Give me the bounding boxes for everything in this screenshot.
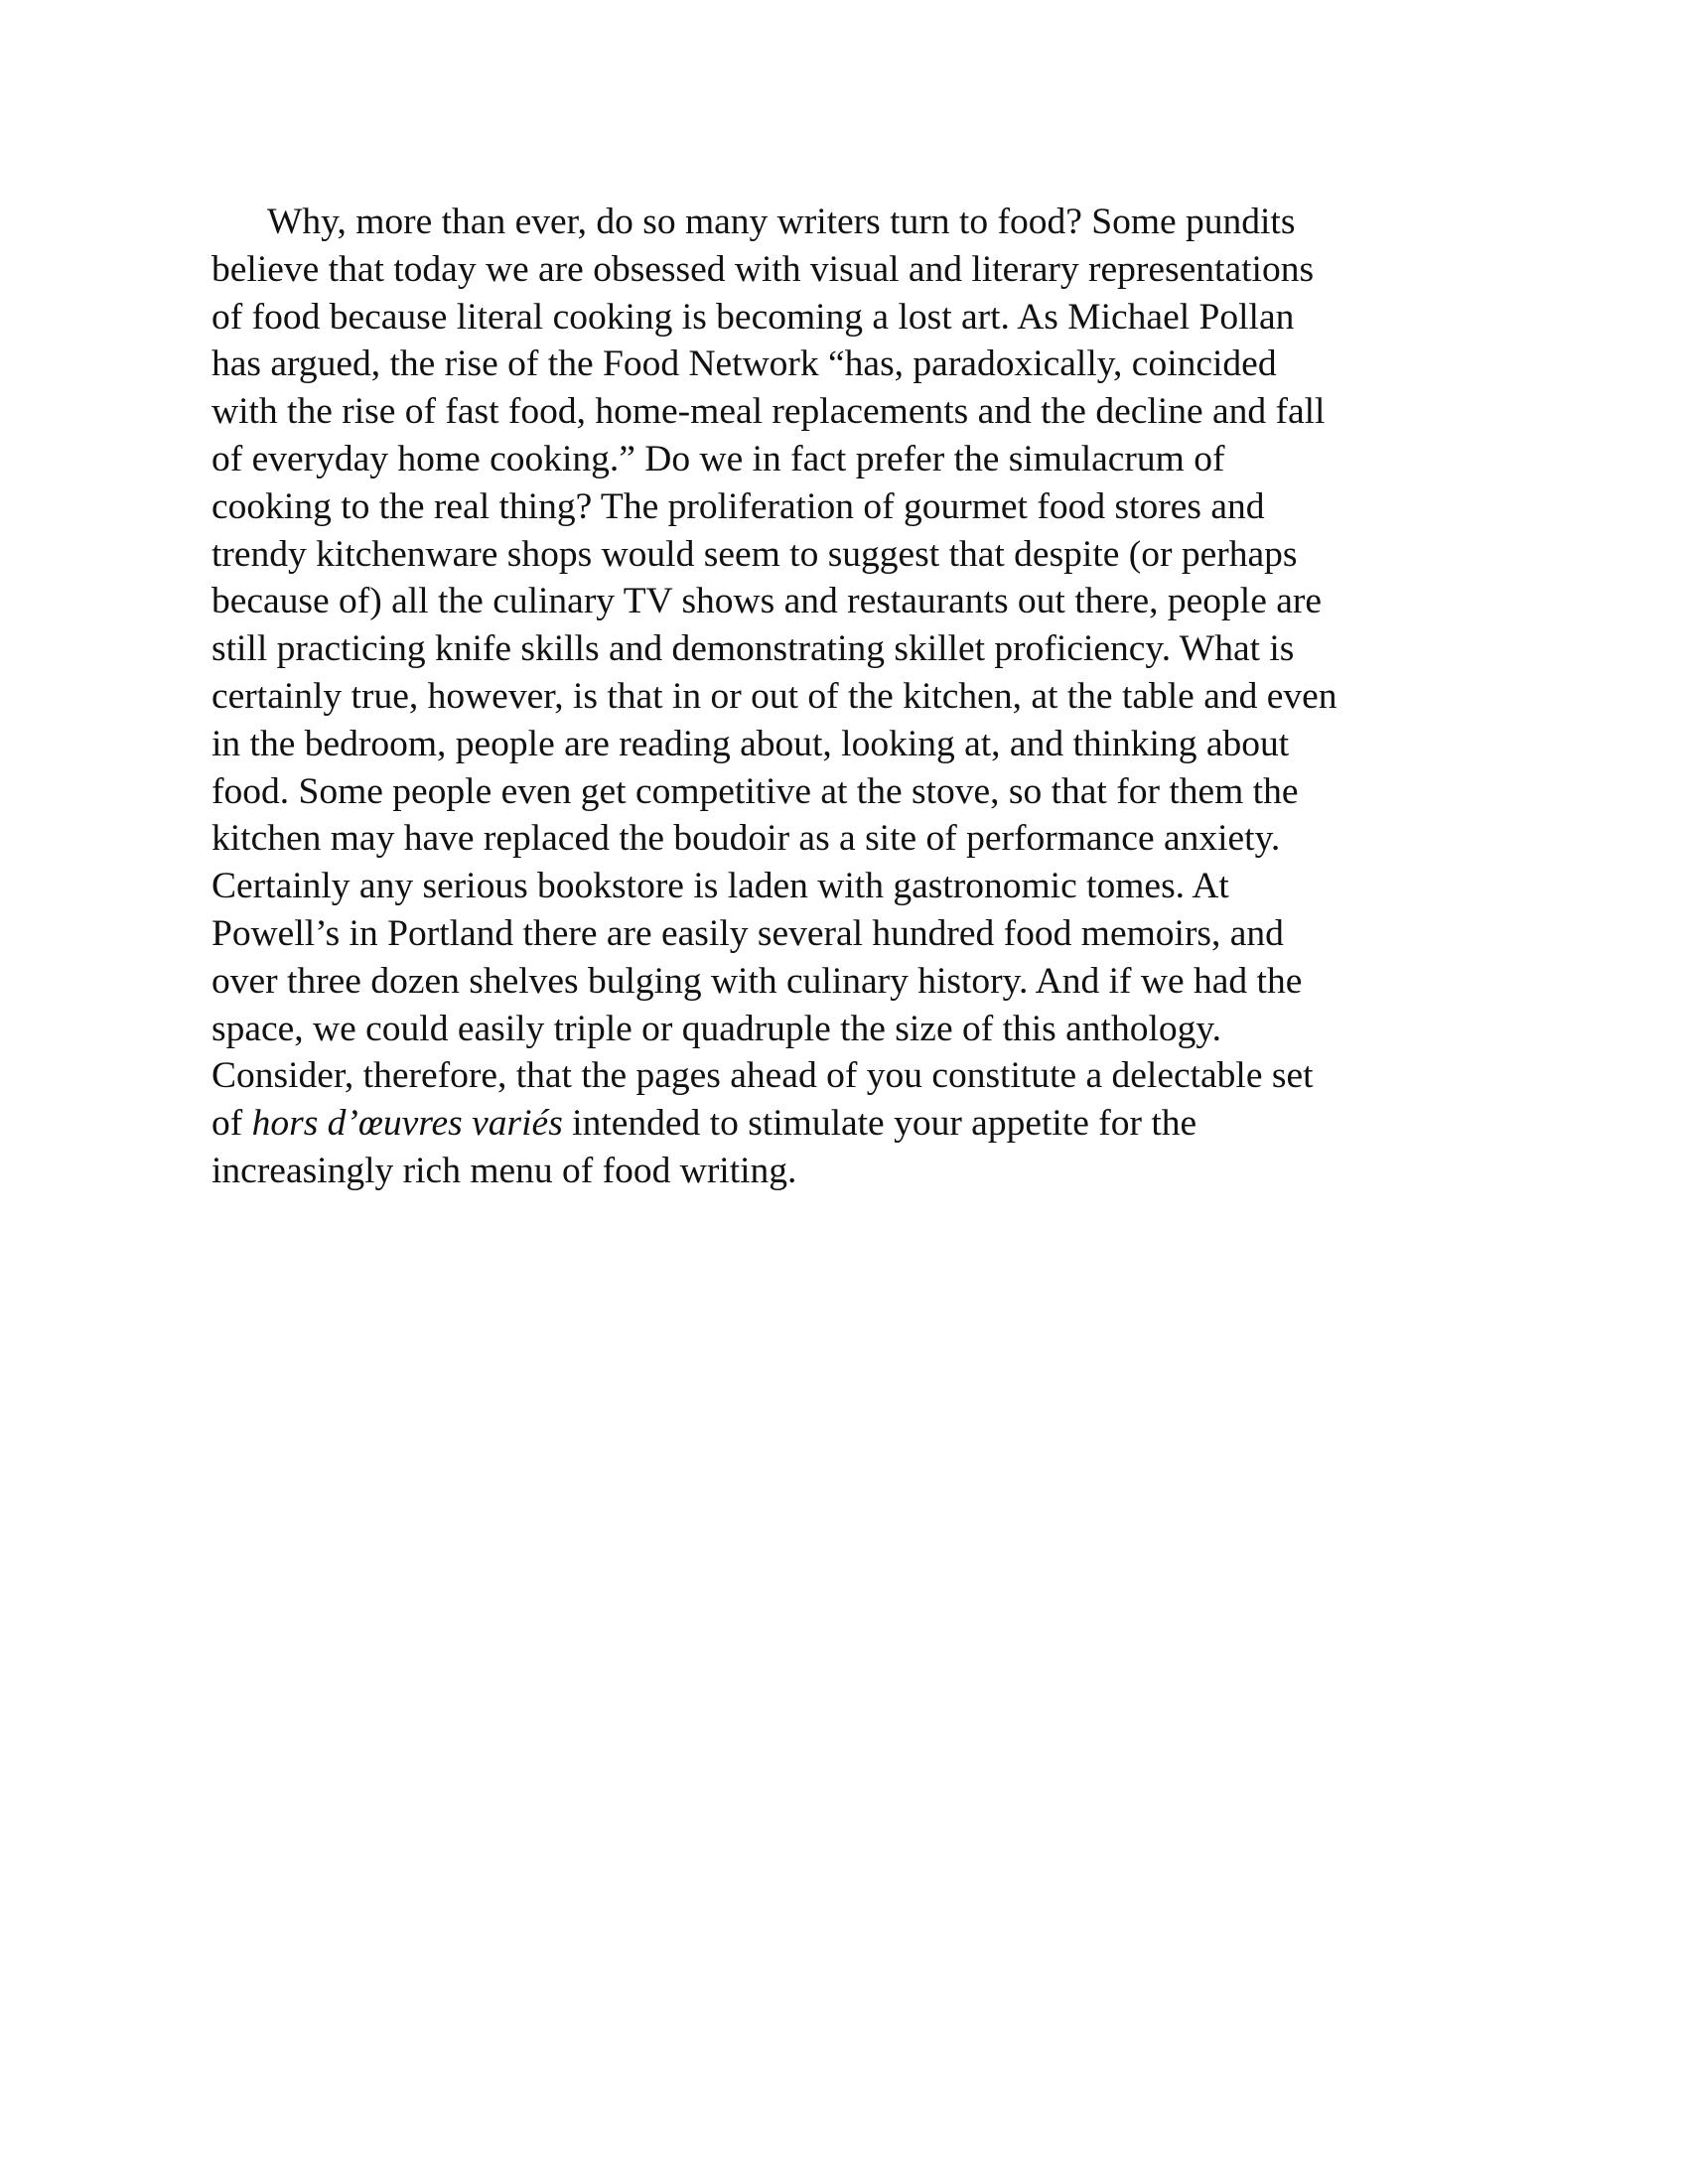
paragraph-line-last: increasingly rich menu of food writing. (211, 1150, 797, 1191)
paragraph-line: Powell’s in Portland there are easily several hundred food memoirs, and (211, 912, 1284, 954)
paragraph-line: over three dozen shelves bulging with culinary history. And if we had the (211, 960, 1303, 1002)
paragraph-line: Why, more than ever, do so many writers turn to food? Some pundits (267, 202, 1296, 242)
paragraph-line: Certainly any serious bookstore is laden with gastronomic tomes. At (211, 866, 1229, 907)
paragraph-line: food. Some people even get competitive at the stove, so that for them the (211, 770, 1299, 812)
paragraph-line: of food because literal cooking is becoming a lost art. As Michael Pollan (211, 296, 1295, 338)
paragraph-line: believe that today we are obsessed with visual and literary representations (211, 248, 1315, 290)
paragraph-line-with-italic (211, 1100, 1502, 1148)
paragraph-line: because of) all the culinary TV shows and restaurants out there, people are (211, 581, 1323, 622)
paragraph-line: kitchen may have replaced the boudoir as a site of performance anxiety. (211, 818, 1281, 860)
paragraph-line: cooking to the real thing? The proliferation of gourmet food stores and (211, 485, 1265, 527)
body-paragraph (211, 199, 1502, 1195)
paragraph-line: still practicing knife skills and demonstrating skillet proficiency. What is (211, 628, 1295, 670)
paragraph-line: has argued, the rise of the Food Network “has, paradoxically, coincided (211, 343, 1277, 385)
paragraph-line: trendy kitchenware shops would seem to suggest that despite (or perhaps (211, 533, 1298, 575)
paragraph-line: of everyday home cooking.” Do we in fact prefer the simulacrum of (211, 438, 1225, 479)
paragraph-line: certainly true, however, is that in or out of the kitchen, at the table and even (211, 675, 1337, 717)
italic-phrase: hors d’œuvres variés (251, 1103, 563, 1145)
paragraph-line: with the rise of fast food, home-meal replacements and the decline and fall (211, 391, 1326, 433)
paragraph-line: space, we could easily triple or quadruple the size of this anthology. (211, 1008, 1222, 1049)
line-prefix: of (211, 1103, 252, 1145)
paragraph-line: Consider, therefore, that the pages ahead of you constitute a delectable set (211, 1055, 1314, 1097)
line-suffix: intended to stimulate your appetite for the (562, 1103, 1197, 1145)
paragraph-line: in the bedroom, people are reading about, looking at, and thinking about (211, 723, 1290, 764)
